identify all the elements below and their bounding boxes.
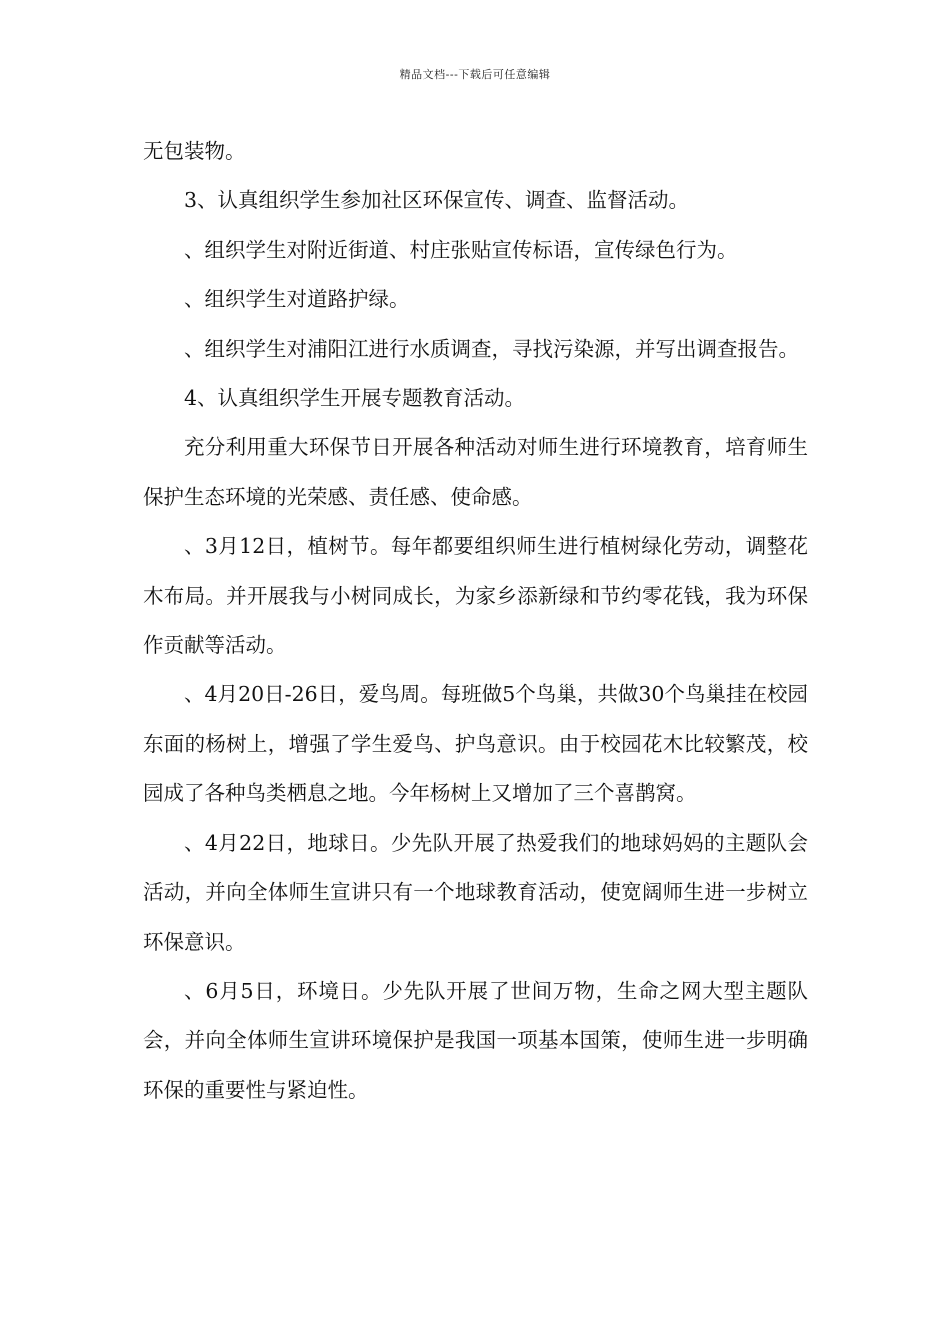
paragraph-6: 4、认真组织学生开展专题教育活动。 [184, 386, 526, 411]
paragraph-2: 3、认真组织学生参加社区环保宣传、调查、监督活动。 [184, 188, 690, 213]
paragraph-11: 、6月5日，环境日。少先队开展了世间万物，生命之网大型主题队会，并向全体师生宣讲环境保护是我国一项基本国策，使师生进一步明确环保的重要性与紧迫性。 [143, 978, 808, 1102]
paragraph-1: 无包装物。 [143, 139, 246, 163]
paragraph-4: 、组织学生对道路护绿。 [184, 287, 410, 312]
paragraph-5: 、组织学生对浦阳江进行水质调查，寻找污染源，并写出调查报告。 [184, 336, 799, 361]
page-header: 精品文档---下载后可任意编辑 [399, 68, 551, 81]
document-body [143, 127, 808, 1115]
paragraph-9: 、4月20日-26日，爱鸟周。每班做5个鸟巢，共做30个鸟巢挂在校园东面的杨树上，增强了学生爱鸟、护鸟意识。由于校园花木比较繁茂，校园成了各种鸟类栖息之地。今年杨树上又增加了三个喜鹊窝。 [143, 682, 808, 806]
paragraph-7: 充分利用重大环保节日开展各种活动对师生进行环境教育，培育师生保护生态环境的光荣感、责任感、使命感。 [143, 435, 808, 509]
paragraph-10: 、4月22日，地球日。少先队开展了热爱我们的地球妈妈的主题队会活动，并向全体师生宣讲只有一个地球教育活动，使宽阔师生进一步树立环保意识。 [143, 830, 808, 954]
paragraph-3: 、组织学生对附近街道、村庄张贴宣传标语，宣传绿色行为。 [184, 237, 738, 262]
paragraph-8: 、3月12日，植树节。每年都要组织师生进行植树绿化劳动，调整花木布局。并开展我与小树同成长，为家乡添新绿和节约零花钱，我为环保作贡献等活动。 [143, 534, 808, 658]
